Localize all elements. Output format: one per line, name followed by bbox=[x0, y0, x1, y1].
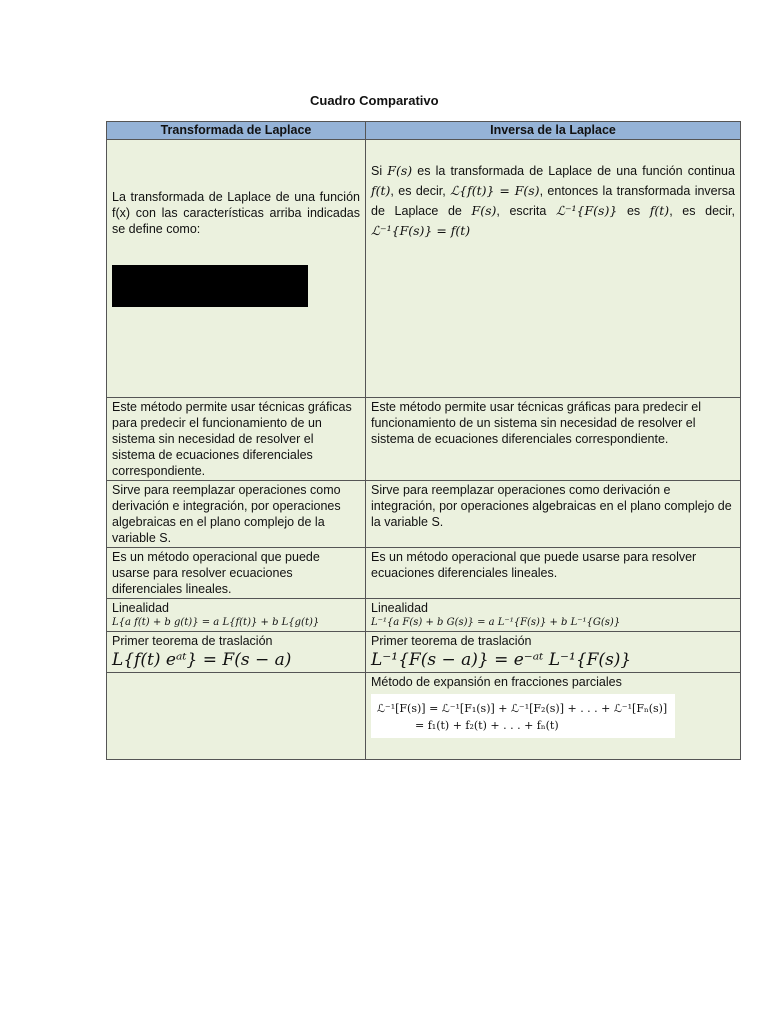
partial-fractions-cell bbox=[366, 673, 741, 760]
linearity-right bbox=[366, 599, 741, 632]
partial-fractions-line-1: ℒ⁻¹[F(s)] = ℒ⁻¹[F₁(s)] + ℒ⁻¹[F₂(s)] + . . . + ℒ⁻¹[Fₙ(s)] bbox=[377, 702, 668, 715]
graphic-methods-left: Este método permite usar técnicas gráficas para predecir el funcionamiento de un sistema sin necesidad de resolver el sistema de ecuaciones diferenciales correspondiente. bbox=[107, 398, 366, 481]
comparison-table bbox=[106, 121, 741, 760]
first-shift-right bbox=[366, 632, 741, 673]
first-shift-formula-left: L{f(t) eᵃᵗ} = F(s − a) bbox=[112, 650, 292, 670]
inv-text-7: , es decir, bbox=[669, 204, 736, 218]
linearity-label-left: Linealidad bbox=[112, 601, 169, 615]
linearity-formula-left: L{a f(t) + b g(t)} = a L{f(t)} + b L{g(t)} bbox=[112, 617, 320, 628]
first-shift-label-left: Primer teorema de traslación bbox=[112, 634, 273, 648]
definition-text: La transformada de Laplace de una función f(x) con las características arriba indicadas se define como: bbox=[112, 190, 360, 236]
first-shift-formula-right: L⁻¹{F(s − a)} = e⁻ᵃᵗ L⁻¹{F(s)} bbox=[371, 650, 632, 670]
replace-operations-right: Sirve para reemplazar operaciones como derivación e integración, por operaciones algebraicas en el plano complejo de la variable S. bbox=[366, 481, 741, 548]
partial-fractions-line-2: = f₁(t) + f₂(t) + . . . + fₙ(t) bbox=[415, 719, 559, 732]
header-laplace: Transformada de Laplace bbox=[107, 122, 366, 140]
partial-fractions-formula bbox=[371, 694, 675, 738]
redacted-formula-box bbox=[112, 265, 308, 307]
partial-fractions-label: Método de expansión en fracciones parciales bbox=[371, 675, 622, 689]
linearity-left bbox=[107, 599, 366, 632]
table-row bbox=[107, 398, 741, 481]
inv-text-5: , escrita bbox=[496, 204, 547, 218]
table-row bbox=[107, 548, 741, 599]
math-Fs: F(s) bbox=[387, 163, 413, 178]
linearity-label-right: Linealidad bbox=[371, 601, 428, 615]
table-row bbox=[107, 140, 741, 398]
math-linv-Fs: ℒ⁻¹{F(s)} bbox=[555, 203, 618, 218]
math-inverse-equation: ℒ⁻¹{F(s)} = f(t) bbox=[371, 223, 471, 238]
inverse-definition-cell bbox=[366, 140, 741, 398]
operational-method-left: Es un método operacional que puede usarse para resolver ecuaciones diferenciales lineales. bbox=[107, 548, 366, 599]
first-shift-left bbox=[107, 632, 366, 673]
math-ft-2: f(t) bbox=[649, 203, 670, 218]
inv-text-1: Si bbox=[371, 164, 383, 178]
document-title: Cuadro Comparativo bbox=[310, 93, 439, 108]
definition-cell bbox=[107, 140, 366, 398]
header-row bbox=[107, 122, 741, 140]
math-ft: f(t) bbox=[371, 183, 391, 198]
header-inverse-laplace: Inversa de la Laplace bbox=[366, 122, 741, 140]
first-shift-label-right: Primer teorema de traslación bbox=[371, 634, 532, 648]
table-row bbox=[107, 673, 741, 760]
table-row bbox=[107, 632, 741, 673]
math-Fs-2: F(s) bbox=[471, 203, 497, 218]
graphic-methods-right: Este método permite usar técnicas gráficas para predecir el funcionamiento de un sistema sin necesidad de resolver el sistema de ecuaciones diferenciales correspondiente. bbox=[366, 398, 741, 481]
inv-text-3: , es decir, bbox=[390, 184, 446, 198]
inv-text-2: es la transformada de Laplace de una función continua bbox=[417, 164, 735, 178]
inv-text-6: es bbox=[626, 204, 641, 218]
replace-operations-left: Sirve para reemplazar operaciones como derivación e integración, por operaciones algebraicas en el plano complejo de la variable S. bbox=[107, 481, 366, 548]
empty-cell bbox=[107, 673, 366, 760]
table-row bbox=[107, 599, 741, 632]
inv-text-4: , entonces la transformada inversa de Laplace de bbox=[371, 184, 735, 218]
math-laplace-ft: ℒ{f(t)} = F(s) bbox=[450, 183, 540, 198]
operational-method-right: Es un método operacional que puede usarse para resolver ecuaciones diferenciales lineales. bbox=[366, 548, 741, 599]
linearity-formula-right: L⁻¹{a F(s) + b G(s)} = a L⁻¹{F(s)} + b L⁻¹{G(s)} bbox=[371, 617, 621, 628]
table-row bbox=[107, 481, 741, 548]
